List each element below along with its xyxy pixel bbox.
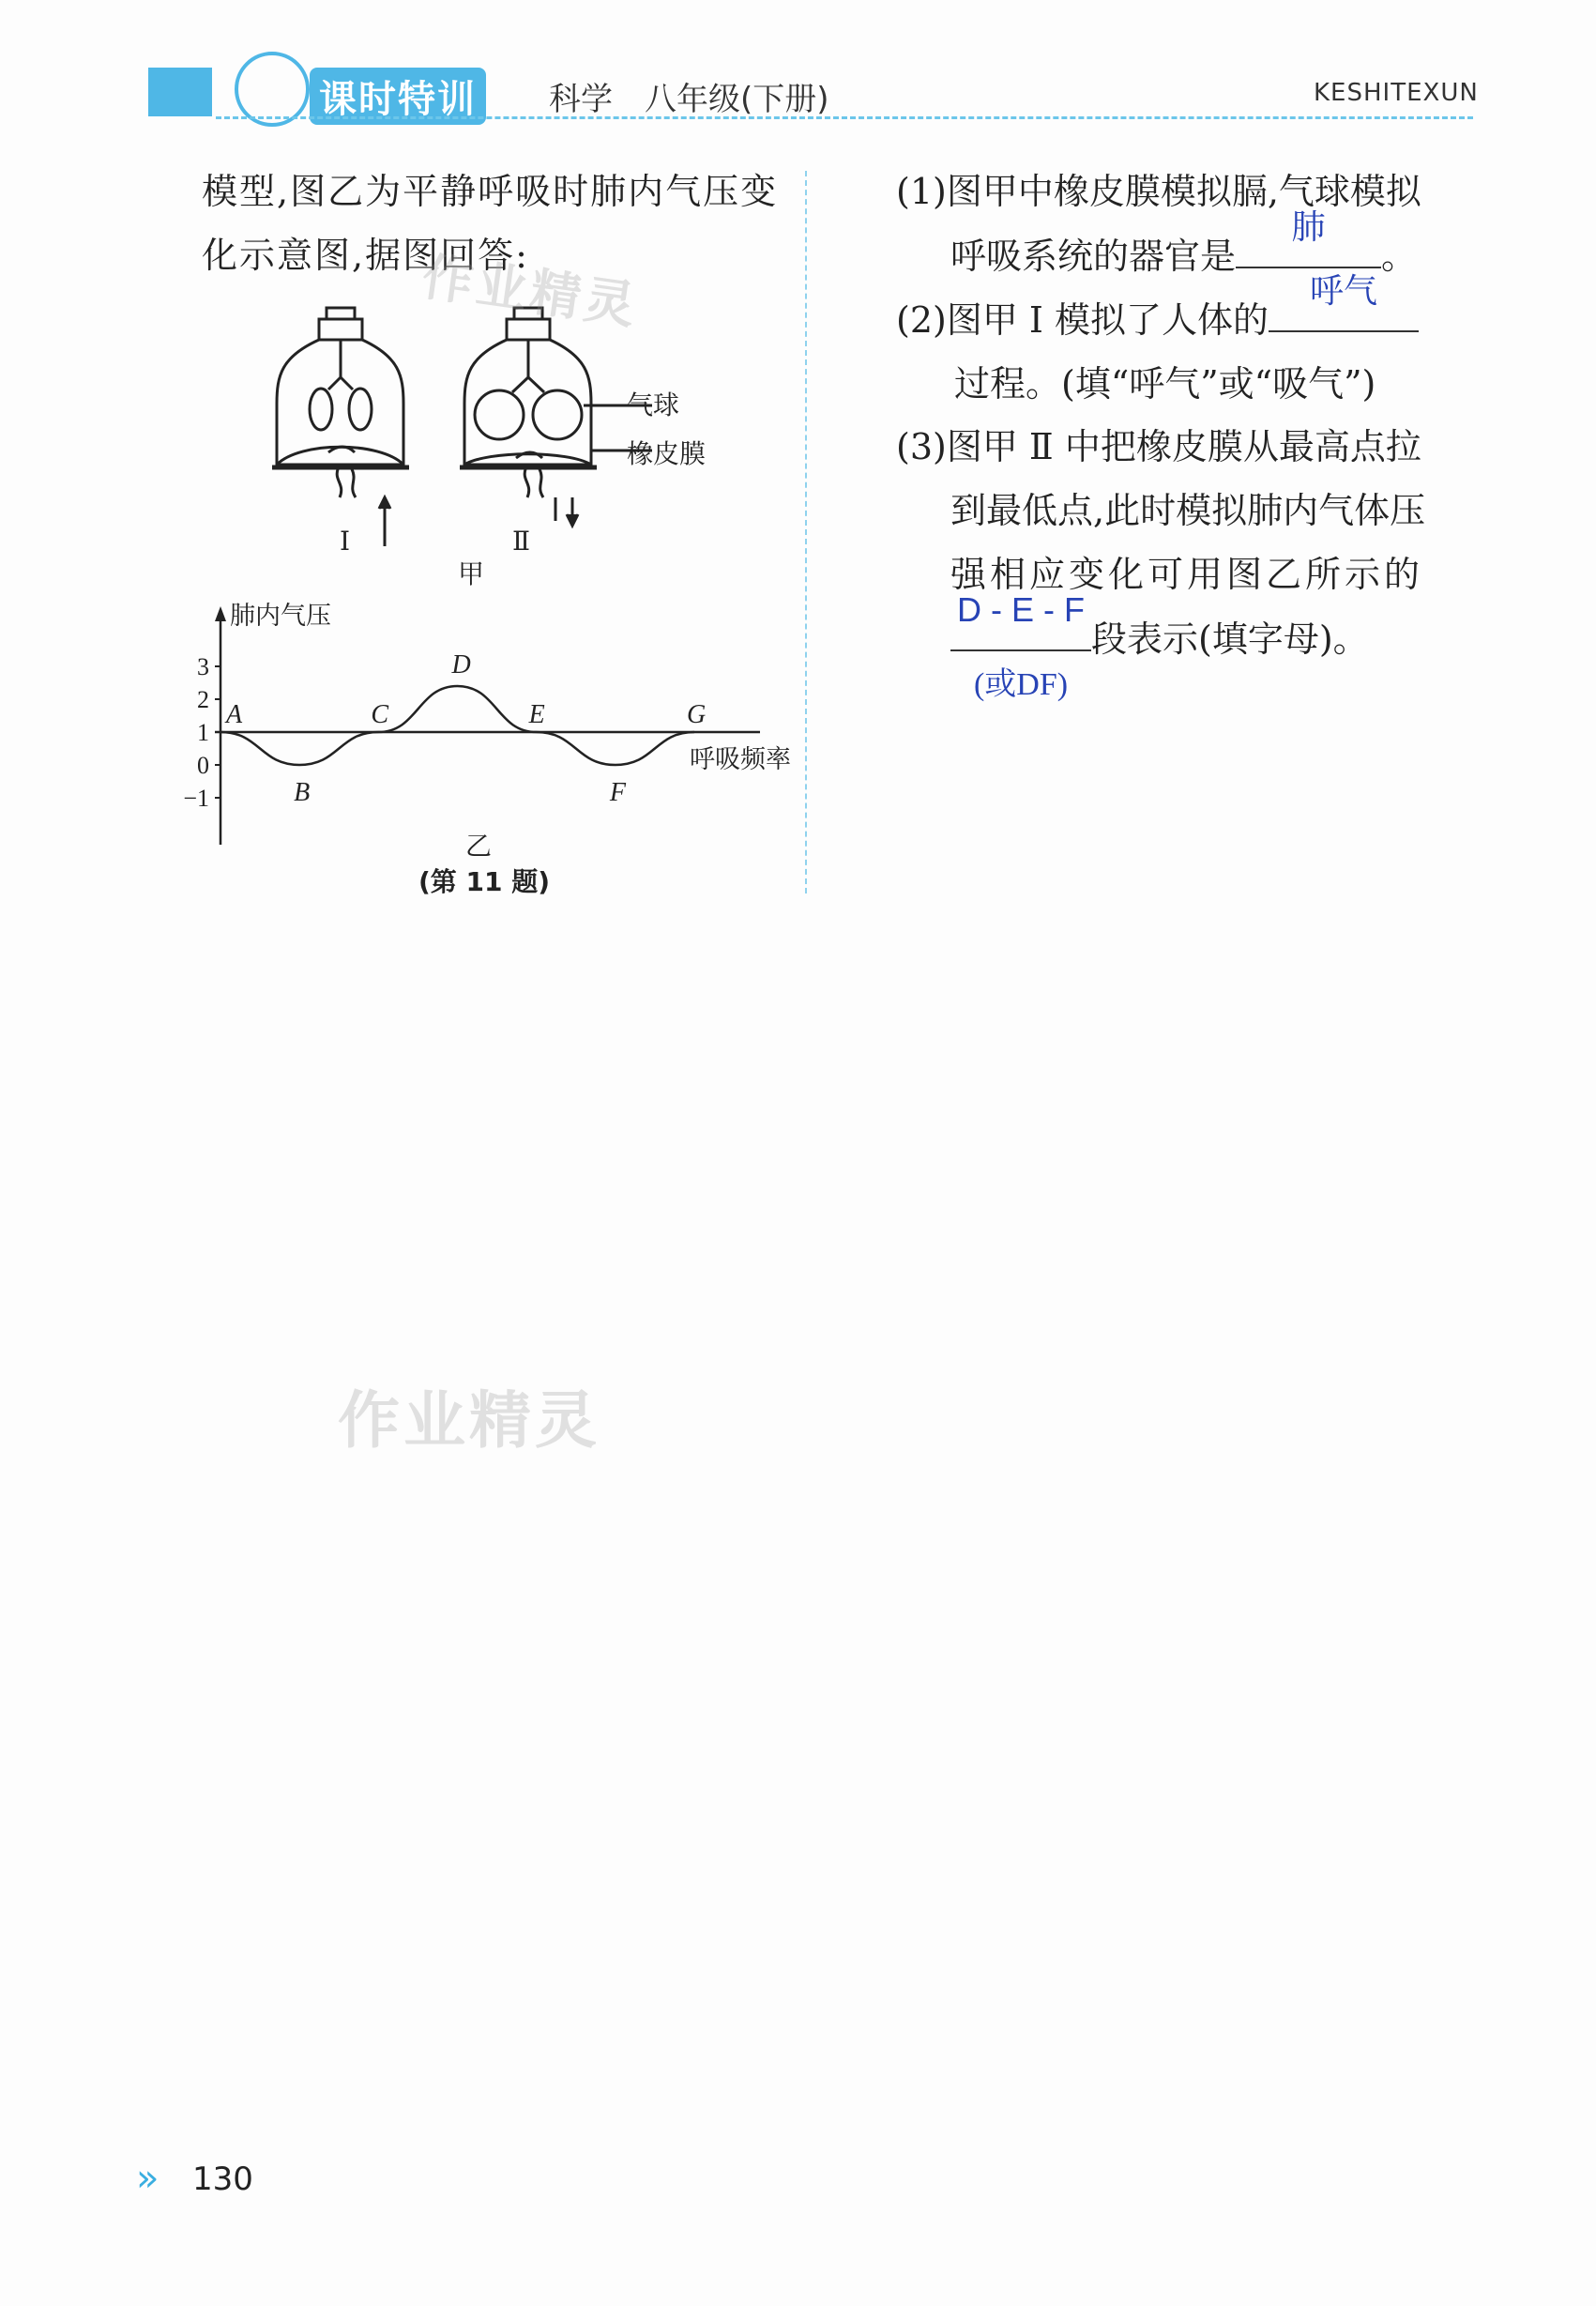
q1-end: 。 [1381,236,1418,277]
point-label-F: F [609,778,626,807]
q3-line3: 强相应变化可用图乙所示的 [950,554,1424,595]
page-number: 130 [192,2161,253,2198]
q2-answer-blank[interactable] [1269,271,1419,332]
series-code: KESHITEXUN [1314,79,1479,107]
bell-jar-II [460,308,652,526]
y-tick-label: 2 [197,686,209,713]
q2-line2: 过程。(填“呼气”或“吸气”) [954,363,1376,405]
y-axis-arrow [215,606,226,621]
bell-jar-I [272,308,409,546]
y-tick-label: 3 [197,653,209,680]
header-divider [216,116,1473,119]
q3-answer-alt: (或DF) [973,667,1069,702]
q2-answer: 呼气 [1309,271,1377,310]
point-label-C: C [371,700,389,729]
q2-line1 [896,271,1478,352]
y-axis-label: 肺内气压 [230,602,331,631]
q3-answer-blank[interactable] [950,590,1091,702]
watermark-middle: 作业精灵 [338,1384,600,1457]
membrane-label: 橡皮膜 [627,438,707,469]
q1-stem: 呼吸系统的器官是 [950,236,1237,277]
q3-line1: (3)图甲 Ⅱ 中把橡皮膜从最高点拉 [896,426,1421,467]
balloon-label: 气球 [627,389,680,420]
q1-line1: (1)图甲中橡皮膜模拟膈,气球模拟 [896,171,1421,212]
jar-I-label: Ⅰ [340,526,351,557]
point-label-G: G [687,700,707,729]
subject-title: 科学 八年级(下册) [549,81,829,118]
figure-caption: (第 11 题) [418,866,551,897]
q2-stem: (2)图甲 Ⅰ 模拟了人体的 [896,299,1269,341]
q3-line4 [896,590,1478,702]
y-tick-label: 0 [197,752,209,779]
page-arrow-icon: » [136,2157,160,2200]
question-intro: 模型,图乙为平静呼吸时肺内气压变化示意图,据图回答: [202,171,779,276]
point-label-D: D [451,650,471,680]
q3-answer: D - E - F [957,590,1085,629]
y-tick-label: −1 [183,785,209,812]
q3-line2: 到最低点,此时模拟肺内气体压 [950,490,1426,531]
q1-answer: 肺 [1291,207,1326,246]
chart-caption: 乙 [465,831,493,862]
brand-logo-icon [235,52,310,127]
q3-end: 段表示(填字母)。 [1091,618,1369,660]
question-3 [896,415,1478,702]
watermark-top: 作业精灵 [418,247,643,336]
brand-title: 课时特训 [310,68,486,125]
header-color-block [148,68,212,116]
y-tick-label: 1 [197,719,209,746]
jar-II-label: Ⅱ [512,526,531,557]
question-2 [896,271,1478,416]
point-label-B: B [294,778,311,807]
point-label-A: A [226,700,243,729]
point-label-E: E [528,700,545,729]
x-axis-label: 呼吸频率 [690,745,791,774]
figure-jia-caption: 甲 [458,558,485,589]
pressure-curve [220,686,694,765]
